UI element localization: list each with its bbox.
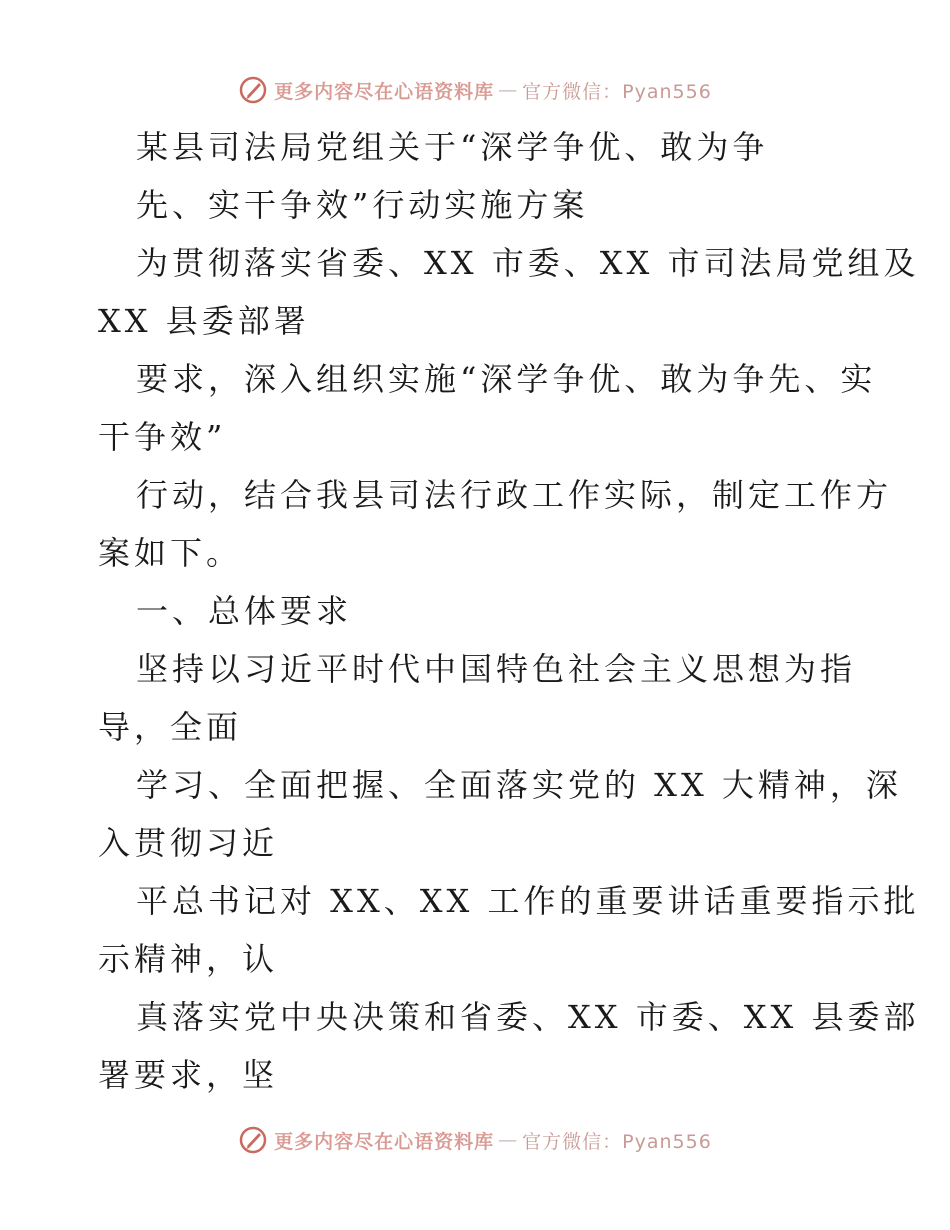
title-line-1: 某县司法局党组关于“深学争优、敢为争	[136, 128, 769, 166]
footer-watermark	[0, 1120, 950, 1160]
paragraph-line: 入贯彻习近	[98, 824, 279, 862]
title-line-2: 先、实干争效”行动实施方案	[136, 186, 589, 224]
quill-pen-logo-icon	[238, 1125, 268, 1155]
watermark-contact-text: 官方微信：Pyan556	[522, 1130, 712, 1153]
paragraph-line: 平总书记对 XX、XX 工作的重要讲话重要指示批	[136, 882, 920, 920]
paragraph-line: 行动，结合我县司法行政工作实际，制定工作方	[136, 476, 893, 514]
watermark-contact-text: 官方微信：Pyan556	[522, 80, 712, 103]
section-heading: 一、总体要求	[136, 592, 353, 630]
watermark-dash: —	[498, 79, 519, 101]
paragraph-line: 坚持以习近平时代中国特色社会主义思想为指	[136, 650, 857, 688]
paragraph-line: 学习、全面把握、全面落实党的 XX 大精神，深	[136, 766, 902, 804]
quill-pen-logo-icon	[238, 75, 268, 105]
watermark-dash: —	[498, 1129, 519, 1151]
paragraph-line: 导，全面	[98, 708, 243, 746]
paragraph-line: XX 县委部署	[98, 302, 310, 340]
paragraph-line: 真落实党中央决策和省委、XX 市委、XX 县委部	[136, 998, 920, 1036]
paragraph-line: 要求，深入组织实施“深学争优、敢为争先、实	[136, 360, 877, 398]
header-watermark	[0, 70, 950, 110]
paragraph-line: 案如下。	[98, 534, 243, 572]
paragraph-line: 署要求，坚	[98, 1056, 279, 1094]
paragraph-line: 干争效”	[98, 418, 227, 456]
watermark-main-text: 更多内容尽在心语资料库	[274, 1130, 495, 1153]
document-body	[98, 118, 920, 1104]
paragraph-line: 示精神，认	[98, 940, 279, 978]
paragraph-line: 为贯彻落实省委、XX 市委、XX 市司法局党组及	[136, 244, 920, 282]
watermark-main-text: 更多内容尽在心语资料库	[274, 80, 495, 103]
